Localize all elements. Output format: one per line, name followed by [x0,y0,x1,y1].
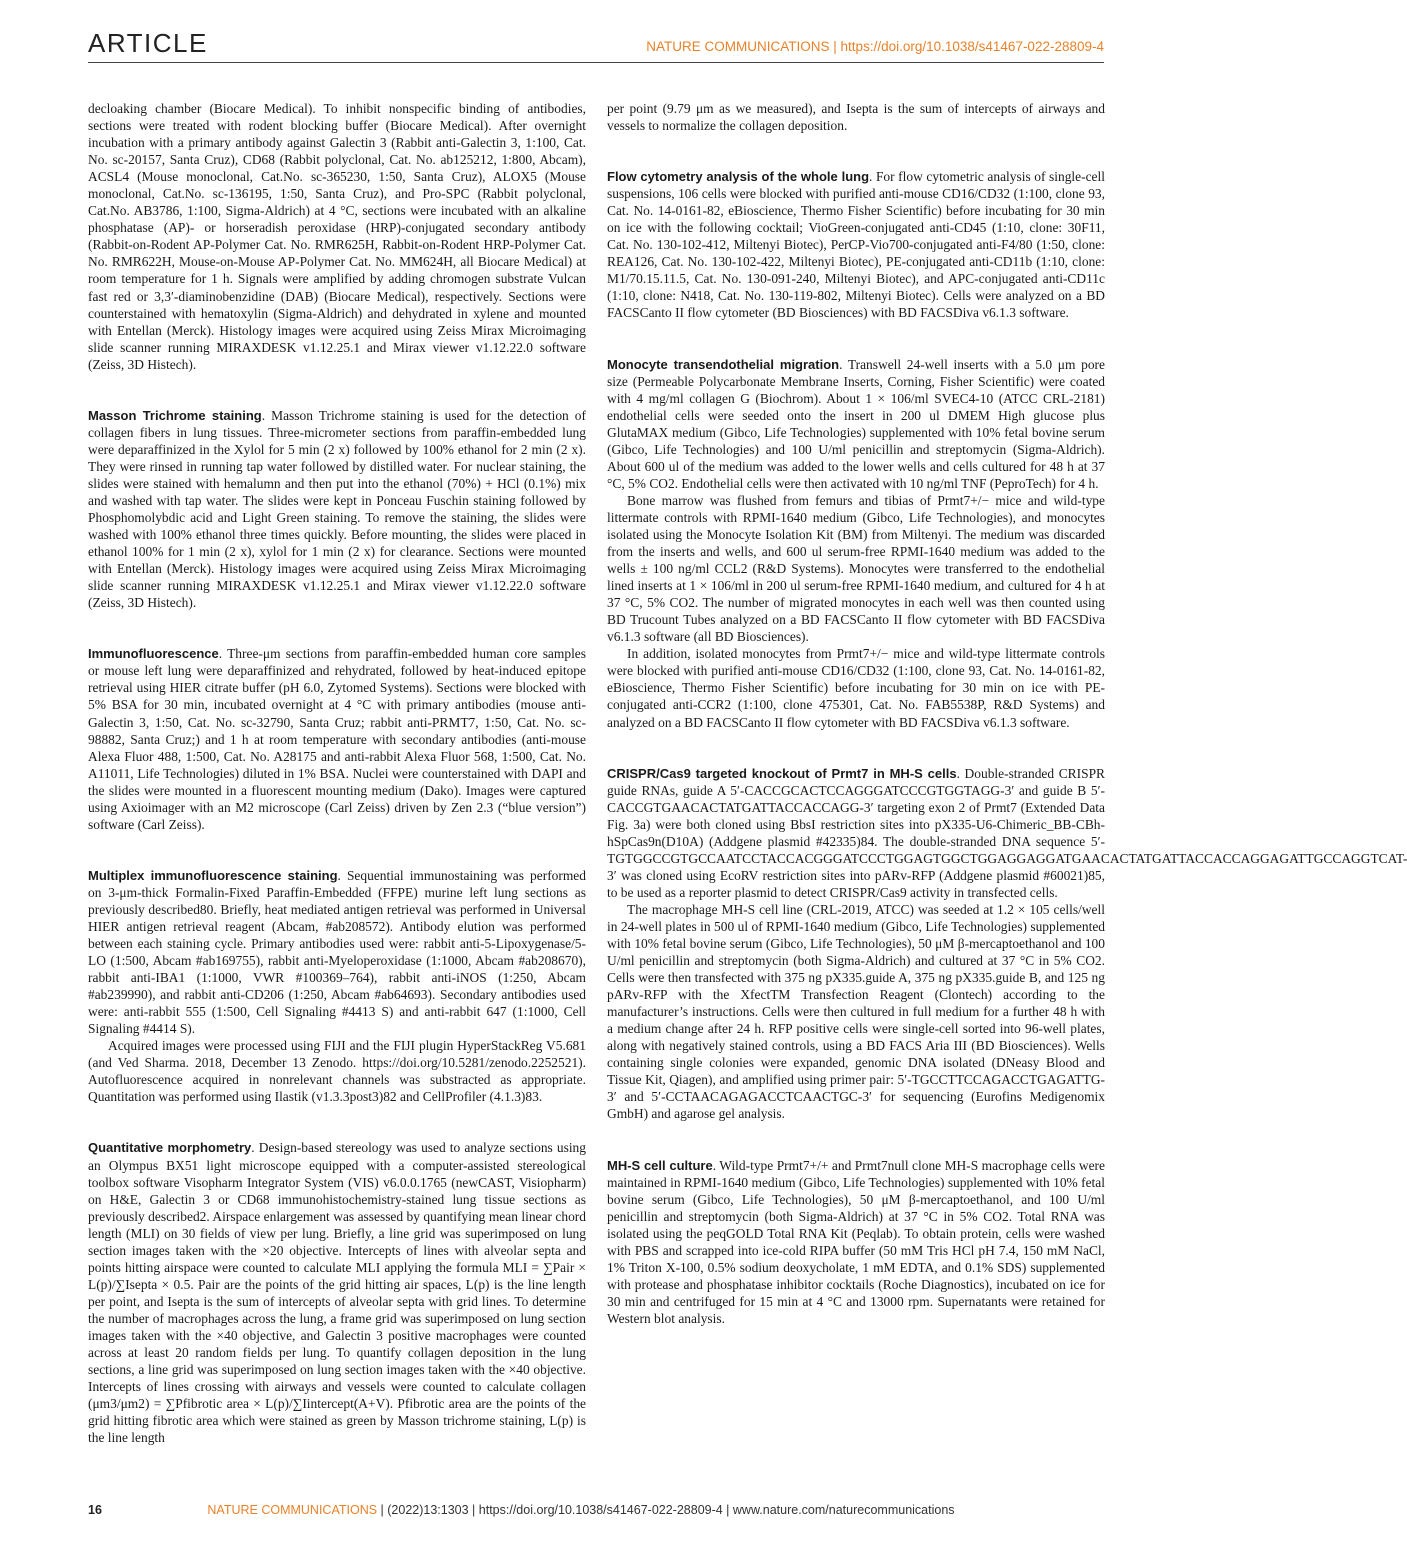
paragraph-text: Acquired images were processed using FIJI and the FIJI plugin HyperStackReg V5.681 (and Ved Sharma. 2018, December 13 Zenodo. https://doi.org/10.5281/zenodo.2252521). Autofluorescence acquired in nonrelevant channels was substracted as appropriate. Quantitation was performed using Ilastik (v1.3.3post3)82 and CellProfiler (4.1.3)83. [88,1038,586,1105]
paragraph: Multiplex immunofluorescence staining. Sequential immunostaining was performed on 3-μm-thick Formalin-Fixed Paraffin-Embedded (FFPE) murine left lung sections as previously described80. Briefly, heat mediated antigen retrieval was performed in Universal HIER antigen retrieval reagent (Abcam, #ab208572). Antibody elution was performed between each staining cycle. Primary antibodies used were: rabbit anti-5-Lipoxygenase/5-LO (1:500, Abcam #ab169755), rabbit anti-Myeloperoxidase (1:1000, Abcam #ab208670), rabbit anti-IBA1 (1:1000, VWR #100369–764), rabbit anti-iNOS (1:250, Abcam #ab239990), and rabbit anti-CD206 (1:250, Abcam #ab64693). Secondary antibodies used were: anti-rabbit 555 (1:500, Cell Signaling #4413 S) and anti-rabbit 647 (1:1000, Cell Signaling #4414 S). [88,867,586,1037]
paragraph [607,100,1105,134]
paragraph [88,1037,586,1105]
section-immunofluorescence [88,645,586,833]
left-column [88,100,586,1480]
paragraph-text: In addition, isolated monocytes from Prmt7+/− mice and wild-type littermate controls were blocked with purified anti-mouse CD16/CD32 (1:100, clone 93, Cat. No. 14-0161-82, eBioscience, Thermo Fisher Scientific) before incubating for 30 min on ice with PE-conjugated anti-CCR2 (1:100, clone 475301, Cat. No. FAB5538P, R&D Systems) and analyzed on a BD FACSCanto II flow cytometer with BD FACSDiva v6.1.3 software. [607,646,1105,730]
paragraph: Monocyte transendothelial migration. Transwell 24-well inserts with a 5.0 μm pore size (Permeable Polycarbonate Membrane Inserts, Corning, Fisher Scientific) were coated with 4 mg/ml collagen G (Biochrom). About 1 × 106/ml SVEC4-10 (ATCC CRL-2181) endothelial cells were seeded onto the insert in 200 ul DMEM High glucose plus GlutaMAX medium (Gibco, Life Technologies) supplemented with 10% fetal bovine serum (Gibco, Life Technologies) and 100 U/ml penicillin and streptomycin (Sigma-Aldrich). About 600 ul of the medium was added to the lower wells and cells cultured for 48 h at 37 °C, 5% CO2. Endothelial cells were then activated with 10 ng/ml TNF (PeproTech) for 4 h. [607,356,1105,491]
section-monocyte-transendothelial-migration [607,356,1105,731]
paragraph-text: Bone marrow was flushed from femurs and tibias of Prmt7+/− mice and wild-type littermate controls with RPMI-1640 medium (Gibco, Life Technologies), and monocytes isolated using the Monocyte Isolation Kit (BM) from Miltenyi. The medium was discarded from the inserts and wells, and 600 ul serum-free RPMI-1640 medium was added to the wells ± 100 ng/ml CCL2 (R&D Systems). Monocytes were transferred to the endothelial lined inserts at 1 × 106/ml in 200 ul serum-free RPMI-1640 medium, and cultured for 4 h at 37 °C, 5% CO2. The number of migrated monocytes in each well was then counted using BD Trucount Tubes analyzed on a BD FACSCanto II flow cytometer with BD FACSDiva v6.1.3 software (all BD Biosciences). [607,492,1105,645]
section-title: Monocyte transendothelial migration [607,356,840,372]
paragraph: Masson Trichrome staining. Masson Trichrome staining is used for the detection of collagen fibers in lung tissues. Three-micrometer sections from paraffin-embedded lung were deparaffinized in the Xylol for 5 min (2 x) followed by 100% ethanol for 2 min (2 x). They were rinsed in running tap water followed by distilled water. For nuclear staining, the slides were stained with hemalumn and then put into the ethanol (70%) + HCl (0.1%) mix and washed with tap water. The slides were kept in Ponceau Fuschin staining followed by Phosphomolybdic acid and Light Green staining. To remove the staining, the slides were washed with 100% ethanol three times quickly. Before mounting, the slides were placed in ethanol 100% for 1 min (2 x), xylol for 1 min (2 x) for clearance. Sections were mounted with Entellan (Merck). Histology images were acquired using Zeiss Mirax Microimaging slide scanner running MIRAXDESK v1.12.25.1 and Mirax viewer v1.12.22.0 software (Zeiss, 3D Histech). [88,407,586,611]
section-title: Multiplex immunofluorescence staining [88,867,338,883]
section-title: Masson Trichrome staining [88,407,262,423]
page-footer [88,1503,1104,1517]
paragraph [607,901,1105,1123]
section-title: Flow cytometry analysis of the whole lung [607,169,870,185]
section-title: CRISPR/Cas9 targeted knockout of Prmt7 in MH-S cells [607,765,957,781]
article-label: ARTICLE [88,28,208,58]
page-header [88,28,1104,63]
paragraph-text: Three-μm sections from paraffin-embedded human core samples or mouse left lung were deparaffinized and rehydrated, followed by heat-induced epitope retrieval using HIER citrate buffer (pH 6.0, Zytomed Systems). Sections were blocked with 5% BSA for 30 min, incubated overnight at 4 °C with primary antibodies (mouse anti-Galectin 3, 1:50, Cat. No. sc-32790, Santa Cruz; rabbit anti-PRMT7, 1:50, Cat. No. sc-98882, Santa Cruz;) and 1 h at room temperature with secondary antibodies (anti-mouse Alexa Fluor 488, 1:500, Cat. No. A28175 and anti-rabbit Alexa Fluor 568, 1:500, Cat. No. A11011, Life Technologies) diluted in 1% BSA. Nuclei were counterstained with DAPI and the slides were mounted in a fluorescent mounting medium (Dako). Images were captured using Axioimager with an M2 microscope (Carl Zeiss) driven by Zen 2.3 (“blue version”) software (Carl Zeiss). [88,646,586,832]
section-crispr-cas9-targeted-knockout-of-prmt7-in-mh-s-cells [607,765,1407,1123]
section-title: Immunofluorescence [88,646,219,662]
page-number: 16 [88,1503,102,1517]
paragraph: Quantitative morphometry. Design-based stereology was used to analyze sections using an Olympus BX51 light microscope equipped with a computer-assisted stereological toolbox software Visopharm Integrator System (VIS) v6.0.0.1765 (newCAST, Visiopharm) on H&E, Galectin 3 or CD68 immunohistochemistry-stained lung tissue sections as previously described2. Airspace enlargement was assessed by quantifying mean linear chord length (MLI) on 30 fields of view per lung. Briefly, a line grid was superimposed on lung section images taken with the ×20 objective. Intercepts of lines with alveolar septa and points hitting airspace were counted to calculate MLI applying the formula MLI = ∑Pair × L(p)/∑Isepta × 0.5. Pair are the points of the grid hitting air spaces, L(p) is the line length per point, and Isepta is the sum of intercepts of alveolar septa with grid lines. To determine the number of macrophages across the lung, a frame grid was superimposed on lung section images taken with the ×40 objective, and Galectin 3 positive macrophages were counted across at least 20 random fields per lung. To quantify collagen deposition in the lung sections, a line grid was superimposed on lung section images taken with the ×40 objective. Intercepts of lines crossing with airways and vessels were counted to calculate collagen (μm3/μm2) = ∑Pfibrotic area × L(p)/∑Iintercept(A+V). Pfibrotic area are the points of the grid hitting fibrotic area which were stained as green by Masson trichrome staining, L(p) is the line length [88,1140,586,1446]
paragraph: CRISPR/Cas9 targeted knockout of Prmt7 in MH-S cells. Double-stranded CRISPR guide RNAs, guide A 5′-CACCGCACTCCAGGGATCCCGTGGTAGG-3′ and guide B 5′-CACCGTGAACACTATGATTACCACCAGG-3′ targeting exon 2 of Prmt7 (Extended Data Fig. 3a) were both cloned using BbsI restriction sites into pX335-U6-Chimeric_BB-CBh-hSpCas9n(D10A) (Addgene plasmid #42335)84. The double-stranded DNA sequence 5′-TGTGGCCGTGCCAATCCTACCACGGGATCCCTGGAGTGGCTGGAGGAGGATGAACACTATGATTACCACCAGGAGATTGCCAGGTCAT-3′ was cloned using EcoRV restriction sites into pARv-RFP (Addgene plasmid #60021)85, to be used as a reporter plasmid to detect CRISPR/Cas9 activity in transfected cells. [607,765,1407,900]
section-title: Quantitative morphometry [88,1140,252,1156]
section-title: MH-S cell culture [607,1157,713,1173]
paragraph [88,100,586,373]
right-column [607,100,1407,1361]
section-continued [607,100,1105,134]
section-continued [88,100,586,373]
footer-citation: | (2022)13:1303 | https://doi.org/10.1038/s41467-022-28809-4 | www.nature.com/naturecommunications [380,1503,955,1517]
paragraph-text: decloaking chamber (Biocare Medical). To inhibit nonspecific binding of antibodies, sections were treated with rodent blocking buffer (Biocare Medical). After overnight incubation with a primary antibody against Galectin 3 (Rabbit anti-Galectin 3, 1:100, Cat. No. sc-20157, Santa Cruz), CD68 (Rabbit polyclonal, Cat. No. ab125212, 1:800, Abcam), ACSL4 (Mouse monoclonal, Cat.No. sc-365230, 1:50, Santa Cruz), ALOX5 (Mouse monoclonal, Cat.No. sc-136195, 1:50, Santa Cruz), and Pro-SPC (Rabbit polyclonal, Cat.No. AB3786, 1:100, Sigma-Aldrich) at 4 °C, sections were incubated with an alkaline phosphatase (AP)- or horseradish peroxidase (HRP)-conjugated secondary antibody (Rabbit-on-Rodent AP-Polymer Cat. No. RMR625H, Rabbit-on-Rodent HRP-Polymer Cat. No. RMR622H, Mouse-on-Mouse AP-Polymer Cat. No. MM624H, all Biocare Medical) at room temperature for 1 h. Signals were amplified by adding chromogen substrate Vulcan fast red or 3,3′-diaminobenzidine (DAB) (Biocare Medical), respectively. Sections were counterstained with hematoxylin (Sigma-Aldrich) and dehydrated in xylene and mounted with Entellan (Merck). Histology images were acquired using Zeiss Mirax Microimaging slide scanner running MIRAXDESK v1.12.25.1 and Mirax viewer v1.12.22.0 software (Zeiss, 3D Histech). [88,101,586,372]
paragraph-text: For flow cytometric analysis of single-cell suspensions, 106 cells were blocked with purified anti-mouse CD16/CD32 (1:100, clone 93, Cat. No. 14-0161-82, eBioscience, Thermo Fisher Scientific) before incubating for 30 min on ice with the following cocktail; VioGreen-conjugated anti-CD45 (1:10, clone: 30F11, Cat. No. 130-102-412, Miltenyi Biotec), PerCP-Vio700-conjugated anti-F4/80 (1:50, clone: REA126, Cat. No. 130-102-422, Miltenyi Biotec), PE-conjugated anti-CD11b (1:10, clone: M1/70.15.11.5, Cat. No. 130-091-240, Miltenyi Biotec), and APC-conjugated anti-CD11c (1:10, clone: N418, Cat. No. 130-119-802, Miltenyi Biotec). Cells were analyzed on a BD FACSCanto II flow cytometer (BD Biosciences) with BD FACSDiva v6.1.3 software. [607,169,1105,321]
paragraph [607,645,1105,730]
section-multiplex-immunofluorescence-staining [88,867,586,1106]
paragraph [607,492,1105,645]
paragraph: MH-S cell culture. Wild-type Prmt7+/+ and Prmt7null clone MH-S macrophage cells were maintained in RPMI-1640 medium (Gibco, Life Technologies) supplemented with 10% fetal bovine serum (Gibco, Life Technologies), 50 μM β-mercaptoethanol, and 100 U/ml penicillin and streptomycin (both Sigma-Aldrich) at 37 °C in 5% CO2. Total RNA was isolated using the peqGOLD Total RNA Kit (Peqlab). To obtain protein, cells were washed with PBS and scrapped into ice-cold RIPA buffer (50 mM Tris HCl pH 7.4, 150 mM NaCl, 1% Triton X-100, 0.5% sodium deoxycholate, 1 mM EDTA, and 0.1% SDS) supplemented with protease and phosphatase inhibitor cocktails (Roche Diagnostics), incubated on ice for 30 min and centrifuged for 15 min at 4 °C and 13000 rpm. Supernatants were retained for Western blot analysis. [607,1157,1105,1326]
journal-doi-header: NATURE COMMUNICATIONS | https://doi.org/10.1038/s41467-022-28809-4 [646,39,1104,54]
section-masson-trichrome-staining [88,407,586,612]
paragraph-text: Transwell 24-well inserts with a 5.0 μm pore size (Permeable Polycarbonate Membrane Inserts, Corning, Fisher Scientific) were coated with 4 mg/ml collagen G (Biochrom). About 1 × 106/ml SVEC4-10 (ATCC CRL-2181) endothelial cells were seeded onto the insert in 200 ul DMEM High glucose plus GlutaMAX medium (Gibco, Life Technologies) supplemented with 10% fetal bovine serum (Gibco, Life Technologies) and 100 U/ml penicillin and streptomycin (Sigma-Aldrich). About 600 ul of the medium was added to the lower wells and cells cultured for 48 h at 37 °C, 5% CO2. Endothelial cells were then activated with 10 ng/ml TNF (PeproTech) for 4 h. [607,356,1105,491]
paragraph: Immunofluorescence. Three-μm sections from paraffin-embedded human core samples or mouse left lung were deparaffinized and rehydrated, followed by heat-induced epitope retrieval using HIER citrate buffer (pH 6.0, Zytomed Systems). Sections were blocked with 5% BSA for 30 min, incubated overnight at 4 °C with primary antibodies (mouse anti-Galectin 3, 1:50, Cat. No. sc-32790, Santa Cruz; rabbit anti-PRMT7, 1:50, Cat. No. sc-98882, Santa Cruz;) and 1 h at room temperature with secondary antibodies (anti-mouse Alexa Fluor 488, 1:500, Cat. No. A28175 and anti-rabbit Alexa Fluor 568, 1:500, Cat. No. A11011, Life Technologies) diluted in 1% BSA. Nuclei were counterstained with DAPI and the slides were mounted in a fluorescent mounting medium (Dako). Images were captured using Axioimager with an M2 microscope (Carl Zeiss) driven by Zen 2.3 (“blue version”) software (Carl Zeiss). [88,646,586,832]
paragraph-text: Sequential immunostaining was performed on 3-μm-thick Formalin-Fixed Paraffin-Embedded (FFPE) murine left lung sections as previously described80. Briefly, heat mediated antigen retrieval was performed in Universal HIER antigen retrieval reagent (Abcam, #ab208572). Antibody elution was performed between each staining cycle. Primary antibodies used were: rabbit anti-5-Lipoxygenase/5-LO (1:500, Abcam #ab169755), rabbit anti-Myeloperoxidase (1:1000, Abcam #ab208670), rabbit anti-IBA1 (1:1000, VWR #100369–764), rabbit anti-iNOS (1:250, Abcam #ab239990), and rabbit anti-CD206 (1:250, Abcam #ab64693). Secondary antibodies used were: anti-rabbit 555 (1:500, Cell Signaling #4413 S) and anti-rabbit 647 (1:1000, Cell Signaling #4414 S). [88,867,586,1037]
footer-journal-name: NATURE COMMUNICATIONS [207,1503,378,1517]
paragraph-text: per point (9.79 μm as we measured), and Isepta is the sum of intercepts of airways and vessels to normalize the collagen deposition. [607,101,1105,134]
paragraph-text: Double-stranded CRISPR guide RNAs, guide A 5′-CACCGCACTCCAGGGATCCCGTGGTAGG-3′ and guide B 5′-CACCGTGAACACTATGATTACCACCAGG-3′ targeting exon 2 of Prmt7 (Extended Data Fig. 3a) were both cloned using BbsI restriction sites into pX335-U6-Chimeric_BB-CBh-hSpCas9n(D10A) (Addgene plasmid #42335)84. The double-stranded DNA sequence 5′-TGTGGCCGTGCCAATCCTACCACGGGATCCCTGGAGTGGCTGGAGGAGGATGAACACTATGATTACCACCAGGAGATTGCCAGGTCAT-3′ was cloned using EcoRV restriction sites into pARv-RFP (Addgene plasmid #60021)85, to be used as a reporter plasmid to detect CRISPR/Cas9 activity in transfected cells. [607,765,1407,900]
paragraph-text: The macrophage MH-S cell line (CRL-2019, ATCC) was seeded at 1.2 × 105 cells/well in 24-well plates in 500 ul of RPMI-1640 medium (Gibco, Life Technologies) supplemented with 10% fetal bovine serum (Gibco, Life Technologies), 50 μM β-mercaptoethanol and 100 U/ml penicillin and streptomycin (both Sigma-Aldrich) and cultured at 37 °C in 5% CO2. Cells were then transfected with 375 ng pX335.guide A, 375 ng pX335.guide B, and 125 ng pARv-RFP with the XfectTM Transfection Reagent (Clontech) according to the manufacturer’s instructions. Cells were then cultured in full medium for a further 48 h with a medium change after 24 h. RFP positive cells were single-cell sorted into 96-well plates, along with negatively stained controls, using a BD FACS Aria III (BD Biosciences). Wells containing single colonies were expanded, genomic DNA isolated (DNeasy Blood and Tissue Kit, Qiagen), and amplified using primer pair: 5′-TGCCTTCCAGACCTGAGATTG-3′ and 5′-CCTAACAGAGACCTCAACTGC-3′ for sequencing (Eurofins Medigenomix GmbH) and agarose gel analysis. [607,901,1105,1122]
paragraph-text: Wild-type Prmt7+/+ and Prmt7null clone MH-S macrophage cells were maintained in RPMI-1640 medium (Gibco, Life Technologies) supplemented with 10% fetal bovine serum (Gibco, Life Technologies), 50 μM β-mercaptoethanol, and 100 U/ml penicillin and streptomycin (both Sigma-Aldrich) at 37 °C in 5% CO2. Total RNA was isolated using the peqGOLD Total RNA Kit (Peqlab). To obtain protein, cells were washed with PBS and scrapped into ice-cold RIPA buffer (50 mM Tris HCl pH 7.4, 150 mM NaCl, 1% Triton X-100, 0.5% sodium deoxycholate, 1 mM EDTA, and 0.1% SDS) supplemented with protease and phosphatase inhibitor cocktails (Roche Diagnostics), incubated on ice for 30 min and centrifuged for 15 min at 4 °C and 13000 rpm. Supernatants were retained for Western blot analysis. [607,1157,1105,1326]
section-flow-cytometry-analysis-of-the-whole-lung [607,168,1105,321]
section-quantitative-morphometry [88,1139,586,1446]
paragraph-text: Design-based stereology was used to analyze sections using an Olympus BX51 light microscope equipped with a computer-assisted stereological toolbox software Visopharm Integrator System (VIS) v6.0.0.1765 (newCAST, Visiopharm) on H&E, Galectin 3 or CD68 immunohistochemistry-stained lung tissue sections as previously described2. Airspace enlargement was assessed by quantifying mean linear chord length (MLI) on 30 fields of view per lung. Briefly, a line grid was superimposed on lung section images taken with the ×20 objective. Intercepts of lines with alveolar septa and points hitting airspace were counted to calculate MLI applying the formula MLI = ∑Pair × L(p)/∑Isepta × 0.5. Pair are the points of the grid hitting air spaces, L(p) is the line length per point, and Isepta is the sum of intercepts of alveolar septa with grid lines. To determine the number of macrophages across the lung, a frame grid was superimposed on lung section images taken with the ×40 objective, and Galectin 3 positive macrophages were counted across at least 20 random fields per lung. To quantify collagen deposition in the lung sections, a line grid was superimposed on lung section images taken with the ×40 objective. Intercepts of lines crossing with airways and vessels were counted to calculate collagen (μm3/μm2) = ∑Pfibrotic area × L(p)/∑Iintercept(A+V). Pfibrotic area are the points of the grid hitting fibrotic area which were stained as green by Masson trichrome staining, L(p) is the line length [88,1140,586,1446]
section-mh-s-cell-culture [607,1157,1105,1327]
paragraph: Flow cytometry analysis of the whole lung. For flow cytometric analysis of single-cell suspensions, 106 cells were blocked with purified anti-mouse CD16/CD32 (1:100, clone 93, Cat. No. 14-0161-82, eBioscience, Thermo Fisher Scientific) before incubating for 30 min on ice with the following cocktail; VioGreen-conjugated anti-CD45 (1:10, clone: 30F11, Cat. No. 130-102-412, Miltenyi Biotec), PerCP-Vio700-conjugated anti-F4/80 (1:50, clone: REA126, Cat. No. 130-102-422, Miltenyi Biotec), PE-conjugated anti-CD11b (1:10, clone: M1/70.15.11.5, Cat. No. 130-091-240, Miltenyi Biotec), and APC-conjugated anti-CD11c (1:10, clone: N418, Cat. No. 130-119-802, Miltenyi Biotec). Cells were analyzed on a BD FACSCanto II flow cytometer (BD Biosciences) with BD FACSDiva v6.1.3 software. [607,169,1105,321]
paragraph-text: Masson Trichrome staining is used for the detection of collagen fibers in lung tissues. Three-micrometer sections from paraffin-embedded lung were deparaffinized in the Xylol for 5 min (2 x) followed by 100% ethanol for 2 min (2 x). They were rinsed in running tap water followed by distilled water. For nuclear staining, the slides were stained with hemalumn and then put into the ethanol (70%) + HCl (0.1%) mix and washed with tap water. The slides were kept in Ponceau Fuschin staining followed by Phosphomolybdic acid and Light Green staining. To remove the staining, the slides were washed with 100% ethanol three times quickly. Before mounting, the slides were placed in ethanol 100% for 1 min (2 x), xylol for 1 min (2 x) for clearance. Sections were mounted with Entellan (Merck). Histology images were acquired using Zeiss Mirax Microimaging slide scanner running MIRAXDESK v1.12.25.1 and Mirax viewer v1.12.22.0 software (Zeiss, 3D Histech). [88,407,586,611]
